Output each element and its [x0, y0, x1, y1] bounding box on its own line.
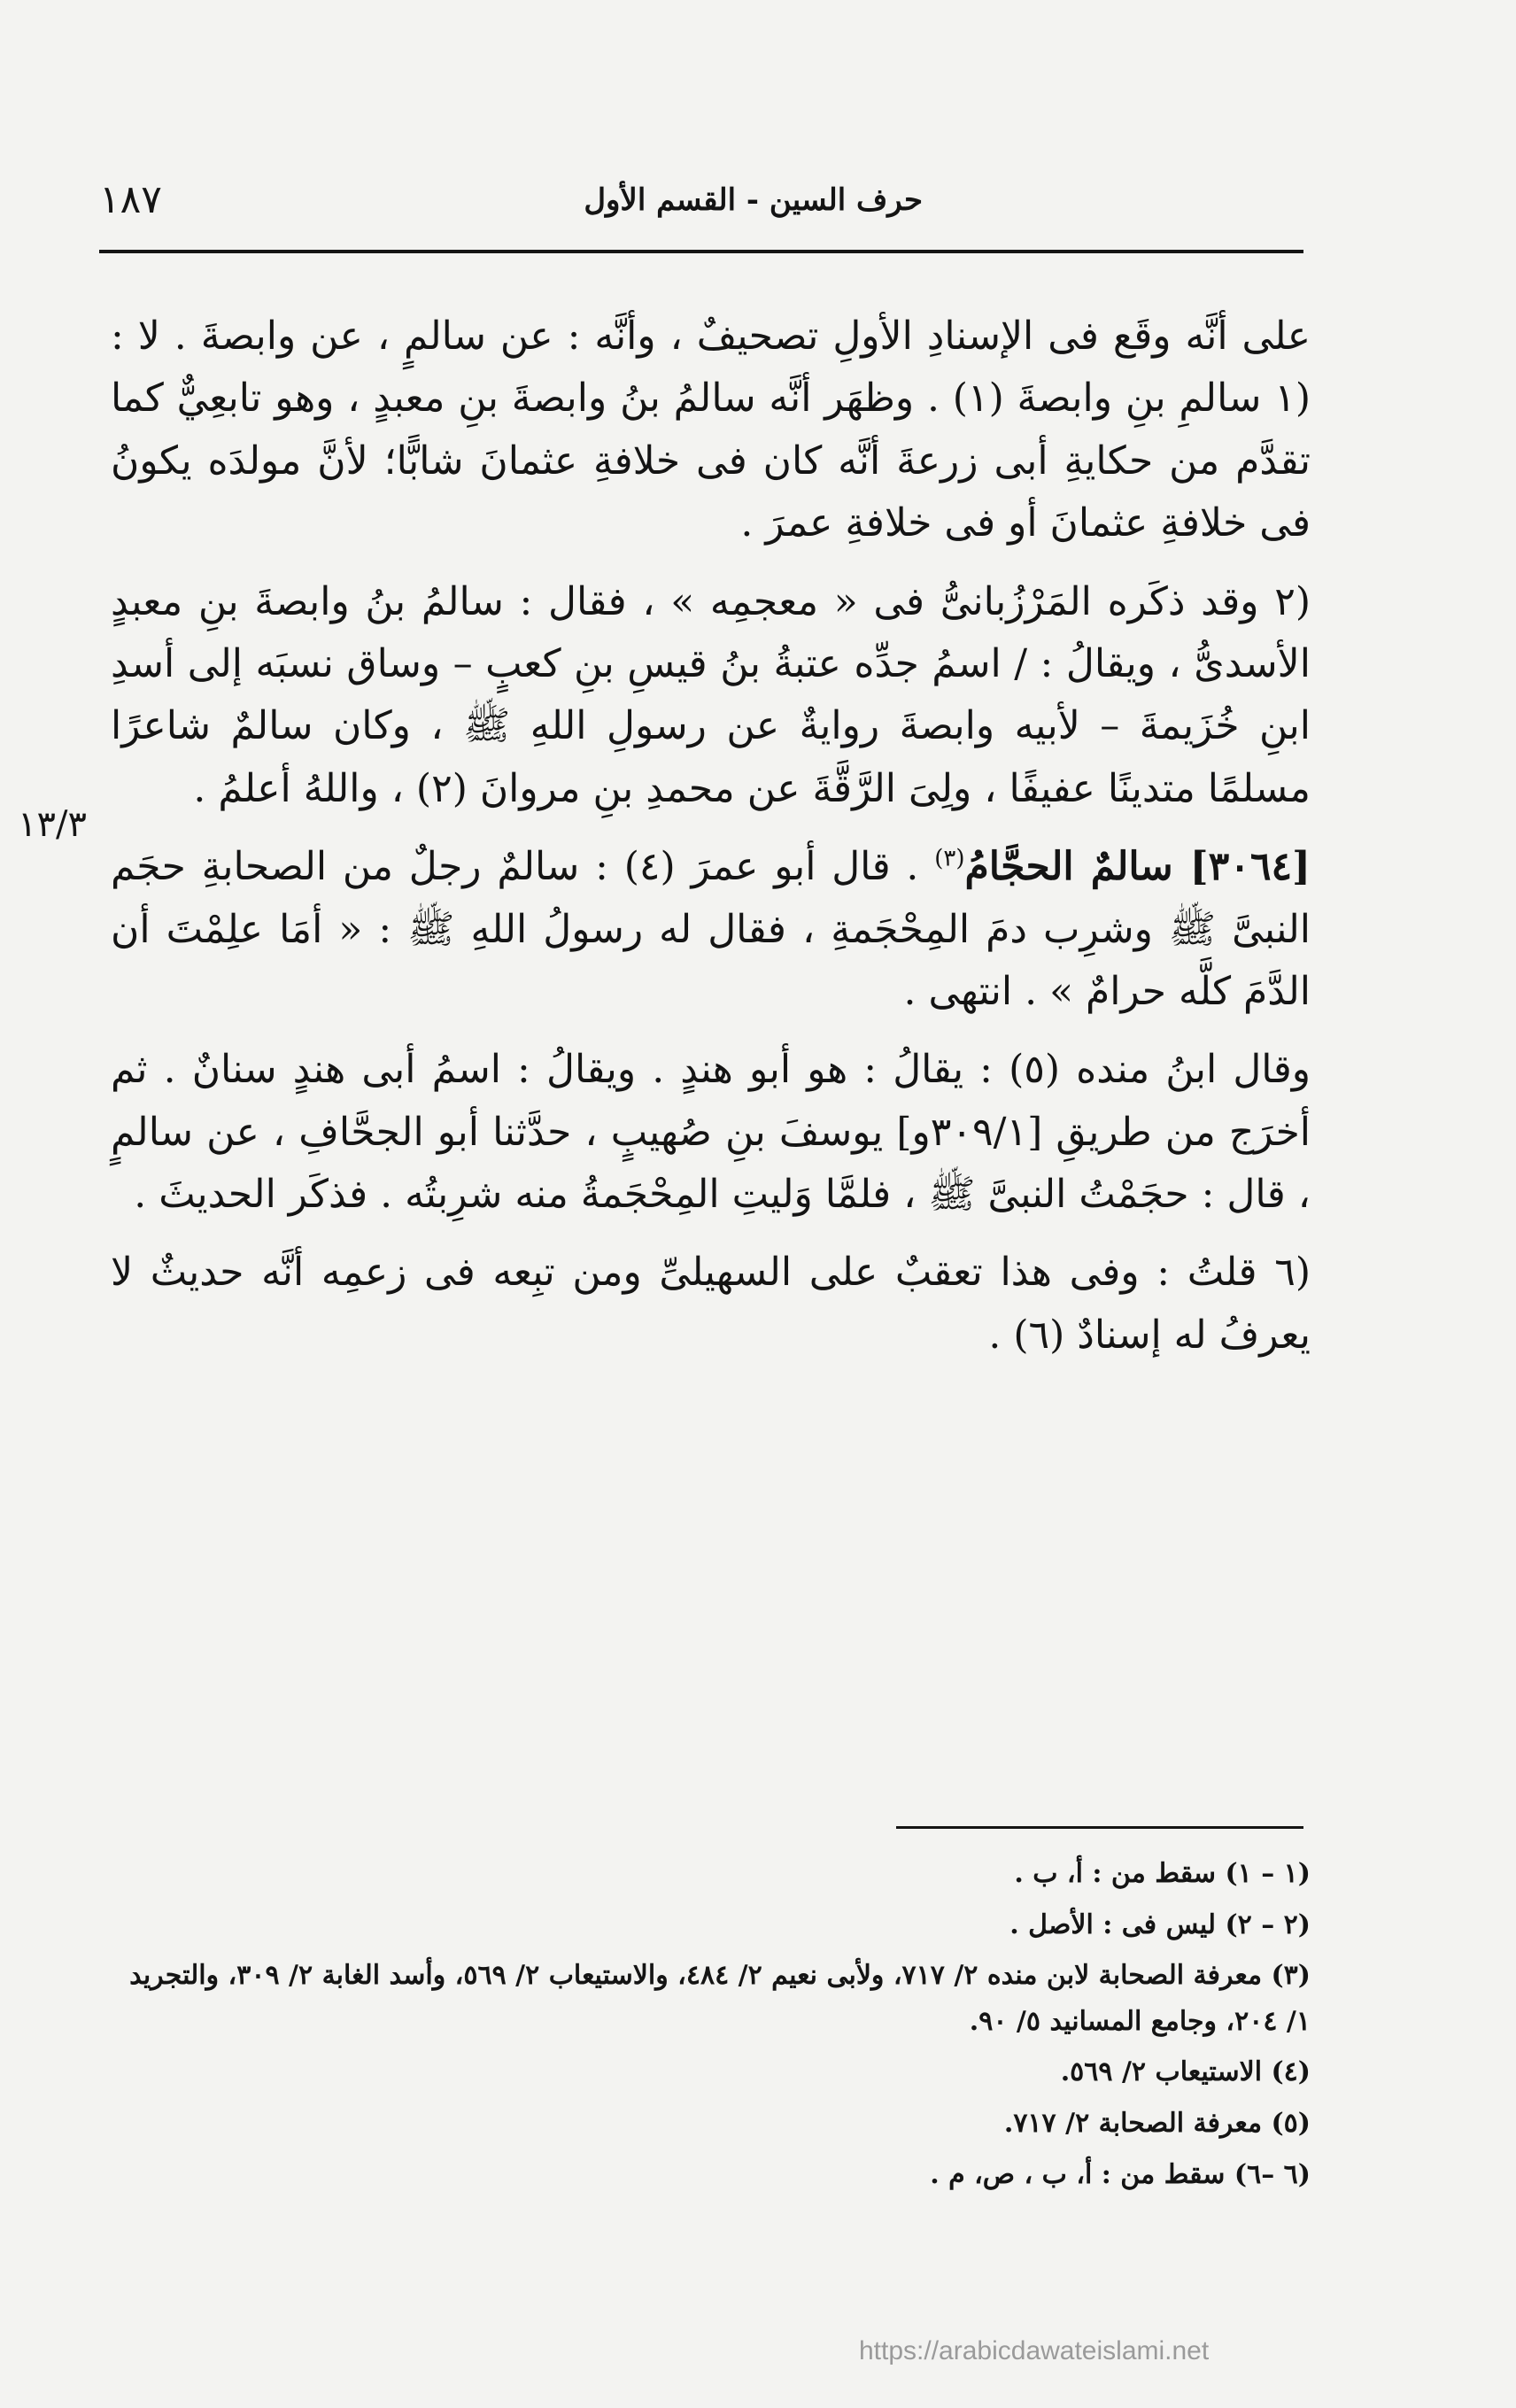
entry-text: . قال أبو عمرَ ‌(٤)‌ : سالمٌ رجلٌ من الصحابةِ حجَم النبىَّ ﷺ وشرِب دمَ المِحْجَمةِ ، فقال له رسولُ اللهِ ﷺ : « أمَا علِمْتَ أن الدَّمَ كلَّه حرامٌ » . انتهى . [111, 844, 1311, 1014]
paragraph-5: ‌(٦‌ قلتُ : وفى هذا تعقبٌ على السهيلىِّ ومن تبِعه فى زعمِه أنَّه حديثٌ لا يعرفُ له إسنادٌ ‌(٦)‌ . [111, 1250, 1311, 1358]
footnotes [120, 1851, 1311, 2203]
paragraph-4: وقال ابنُ منده ‌(٥)‌ : يقالُ : هو أبو هندٍ . ويقالُ : اسمُ أبى هندٍ سنانٌ . ثم أخرَج من طريقِ [٣٠٩/١و] يوسفَ بنِ صُهيبٍ ، حدَّثنا أبو الجحَّافِ ، عن سالمٍ ، قال : حجَمْتُ النبىَّ ﷺ ، فلمَّا وَليتِ المِحْجَمةُ منه شرِبتُه . فذكَر الحديثَ . [111, 1047, 1311, 1218]
footnote-3: (٣) معرفة الصحابة لابن منده ٢/ ٧١٧، ولأبى نعيم ٢/ ٤٨٤، والاستيعاب ٢/ ٥٦٩، وأسد الغابة ٢/ ٣٠٩، والتجريد ١/ ٢٠٤، وجامع المسانيد ٥/ ٩٠. [129, 1960, 1311, 2037]
footnote-6: (٦ –٦) سقط من : أ، ب ، ص، م . [930, 2158, 1311, 2190]
footnote-5: (٥) معرفة الصحابة ٢/ ٧١٧. [1003, 2107, 1311, 2139]
footnote-4: (٤) الاستيعاب ٢/ ٥٦٩. [1060, 2056, 1311, 2088]
main-text [111, 306, 1311, 1367]
paragraph-2: ‌(٢‌ وقد ذكَره المَرْزُبانىُّ فى « معجمِه » ، فقال : سالمُ بنُ وابصةَ بنِ معبدٍ الأسدىُّ ، ويقالُ : / اسمُ جدِّه عتبةُ بنُ قيسِ بنِ كعبٍ – وساق نسبَه إلى أسدِ ابنِ خُزَيمةَ – لأبيه وابصةَ روايةٌ عن رسولِ اللهِ ﷺ ، وكان سالمٌ شاعرًا مسلمًا متدينًا عفيفًا ، ولِىَ الرَّقَّةَ عن محمدِ بنِ مروانَ ‌(٢)‌ ، واللهُ أعلمُ . [111, 578, 1311, 811]
entry-heading: [٣٠٦٤] سالمٌ الحجَّامُ [964, 844, 1311, 890]
page-number: ١٨٧ [99, 177, 162, 222]
page-header [99, 177, 1303, 239]
footnote-1: (١ – ١) سقط من : أ، ب . [1014, 1858, 1311, 1889]
footnote-2: (٢ – ٢) ليس فى : الأصل . [1009, 1909, 1311, 1940]
margin-volume-note: ١٣/٣ [18, 804, 87, 845]
watermark-url: https://arabicdawateislami.net [859, 2336, 1210, 2365]
header-rule [99, 250, 1303, 253]
running-title: حرف السين - القسم الأول [584, 182, 923, 218]
footnote-rule [896, 1826, 1303, 1829]
entry-heading-note: (٣) [934, 845, 965, 872]
paragraph-1: على أنَّه وقَع فى الإسنادِ الأولِ تصحيفٌ ، وأنَّه : عن سالمٍ ، عن وابصةَ . لا : ‌(١‌ سالمِ بنِ وابصةَ ‌(١)‌ . وظهَر أنَّه سالمُ بنُ وابصةَ بنِ معبدٍ ، وهو تابعِيٌّ كما تقدَّم من حكايةِ أبى زرعةَ أنَّه كان فى خلافةِ عثمانَ شابًّا؛ لأنَّ مولدَه يكونُ فى خلافةِ عثمانَ أو فى خلافةِ عمرَ . [111, 314, 1311, 546]
paragraph-3 [111, 836, 1311, 1023]
